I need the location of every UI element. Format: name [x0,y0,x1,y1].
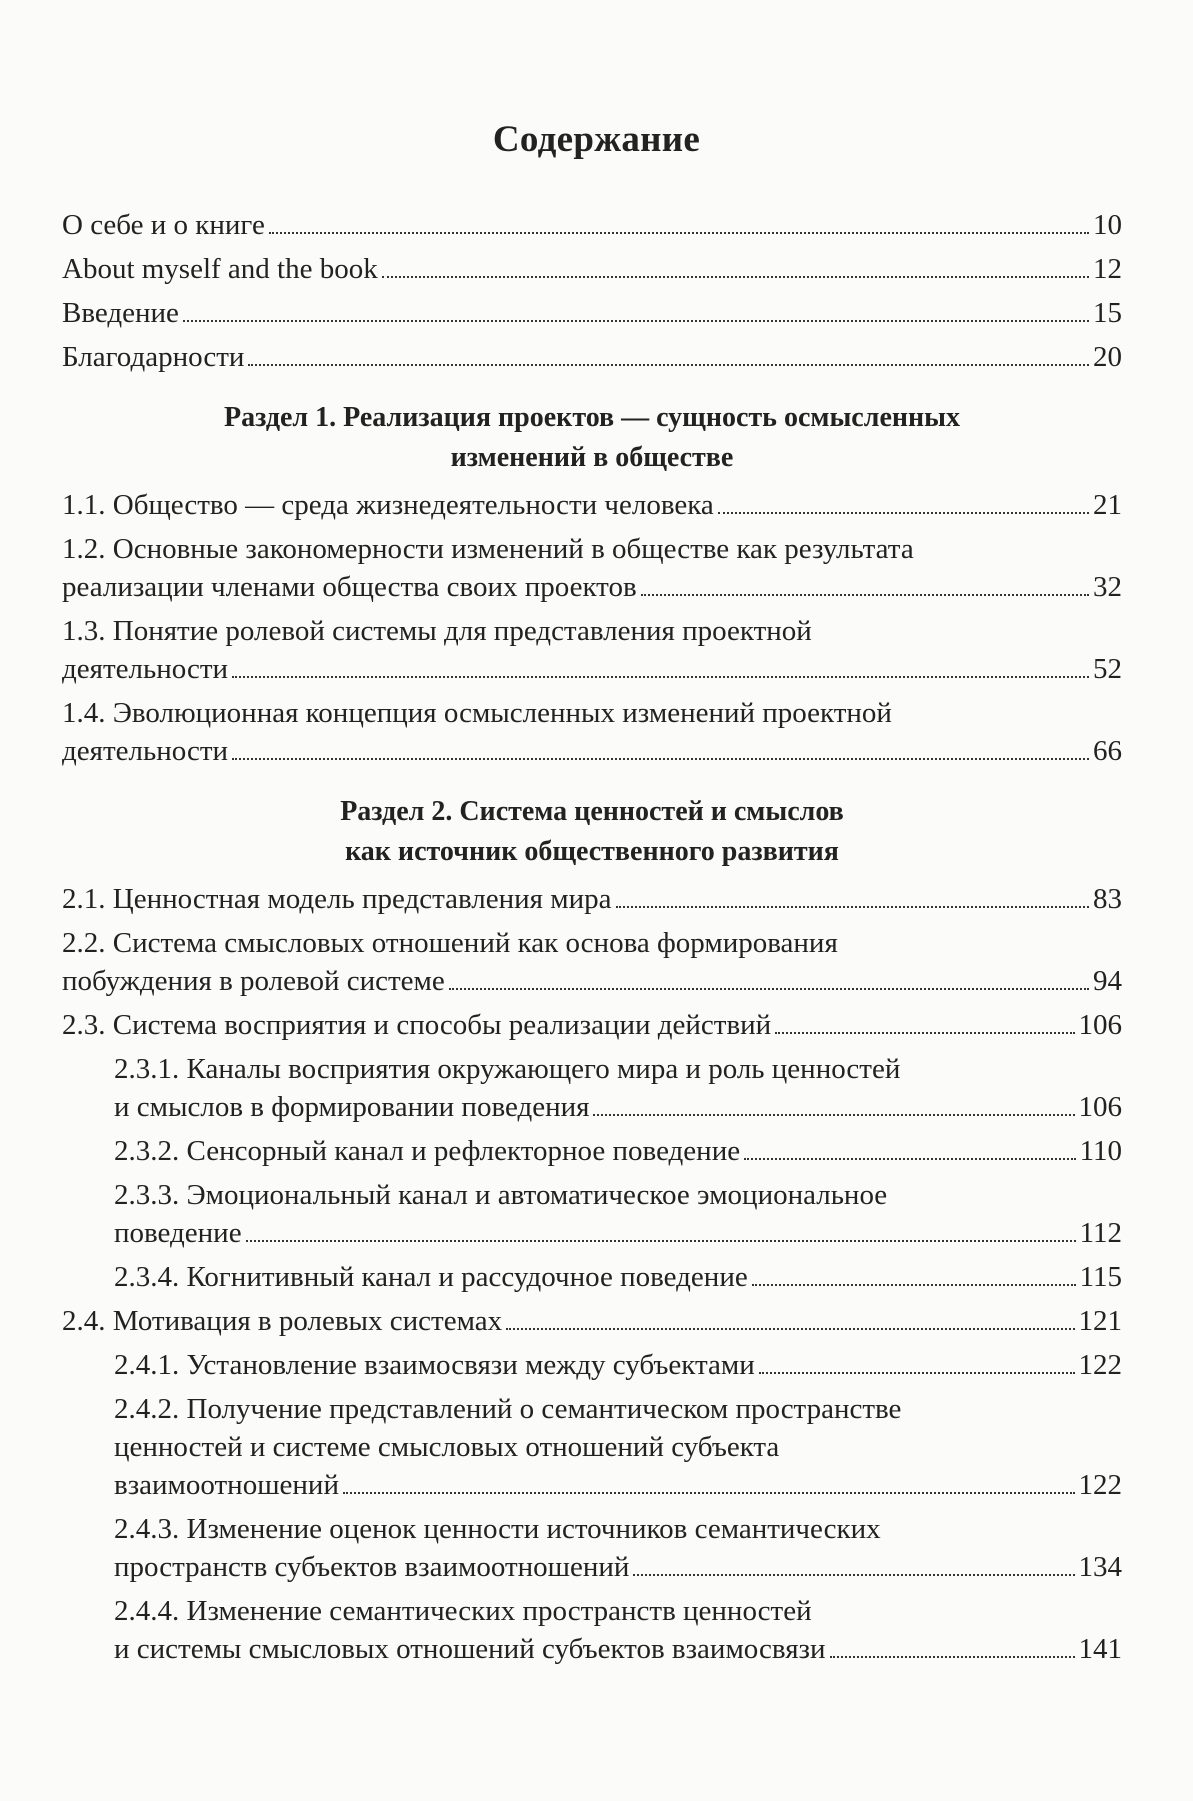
toc-page-number: 15 [1093,297,1122,329]
section-heading-line: Раздел 2. Система ценностей и смыслов [340,796,844,827]
toc-page-number: 106 [1078,1091,1122,1123]
toc-page-number: 110 [1079,1135,1122,1167]
toc-entry-label: побуждения в ролевой системе [62,965,445,997]
toc-entry [62,694,1122,770]
toc-page-number: 21 [1093,489,1122,521]
toc-entry-label: и смыслов в формировании поведения [114,1091,590,1123]
toc-entry-first-line: 2.2. Система смысловых отношений как основа формирования [62,927,838,959]
section-entries [62,880,1122,1668]
leader-dots [775,1032,1074,1034]
leader-dots [752,1284,1076,1286]
toc-entry [62,1592,1122,1668]
toc-entry [62,1132,1122,1170]
leader-dots [183,320,1089,322]
table-of-contents [62,206,1122,1674]
toc-entry-first-line: 2.3.3. Эмоциональный канал и автоматическое эмоциональное [114,1179,888,1211]
toc-entry-label: деятельности [62,653,229,685]
toc-page-number: 66 [1093,735,1122,767]
section-heading-line: Раздел 1. Реализация проектов — сущность осмысленных [223,402,960,433]
toc-entry-label: 2.4. Мотивация в ролевых системах [62,1305,503,1337]
leader-dots [232,676,1089,678]
toc-entry-first-line: 1.3. Понятие ролевой системы для представления проектной [62,615,812,647]
toc-entry-first-line: 2.4.4. Изменение семантических пространств ценностей [114,1595,812,1627]
toc-entry [62,924,1122,1000]
toc-page-number: 134 [1078,1551,1122,1583]
toc-entry [62,206,1122,244]
toc-entry [62,1006,1122,1044]
toc-page-number: 122 [1078,1349,1122,1381]
toc-entry-label: и системы смысловых отношений субъектов взаимосвязи [114,1633,826,1665]
toc-entry-label: Благодарности [62,341,245,373]
toc-entry [62,338,1122,376]
toc-entry [62,1050,1122,1126]
toc-page-number: 112 [1079,1217,1122,1249]
toc-entry [62,1258,1122,1296]
leader-dots [232,758,1089,760]
leader-dots [616,906,1090,908]
toc-entry [62,1390,1122,1504]
toc-page-number: 115 [1079,1261,1122,1293]
toc-entry-label: 2.3. Система восприятия и способы реализации действий [62,1009,772,1041]
toc-page-number: 52 [1093,653,1122,685]
leader-dots [382,276,1089,278]
leader-dots [248,364,1089,366]
leader-dots [759,1372,1075,1374]
toc-entry [62,1176,1122,1252]
toc-entry-label: 1.1. Общество — среда жизнедеятельности человека [62,489,714,521]
leader-dots [830,1656,1075,1658]
leader-dots [744,1158,1075,1160]
toc-entry-label: О себе и о книге [62,209,265,241]
toc-entry [62,880,1122,918]
toc-entry-label: реализации членами общества своих проектов [62,571,637,603]
toc-entry-label: About myself and the book [62,253,378,285]
toc-page-number: 83 [1093,883,1122,915]
toc-page-number: 122 [1078,1469,1122,1501]
toc-entry-label: пространств субъектов взаимоотношений [114,1551,630,1583]
leader-dots [641,594,1089,596]
toc-entry-first-line: 1.2. Основные закономерности изменений в обществе как результата [62,533,914,565]
toc-entry [62,1302,1122,1340]
toc-entry [62,612,1122,688]
toc-entry-label: 2.3.4. Когнитивный канал и рассудочное поведение [114,1261,748,1293]
toc-entry-label: деятельности [62,735,229,767]
page-title: Содержание [492,119,701,160]
toc-entry-first-line: 2.4.2. Получение представлений о семантическом пространстве [114,1393,902,1425]
toc-entry [62,530,1122,606]
toc-entry [62,1346,1122,1384]
toc-page-number: 10 [1093,209,1122,241]
toc-entry-label: взаимоотношений [114,1469,339,1501]
section-heading-line: как источник общественного развития [345,836,839,867]
toc-entry [62,294,1122,332]
toc-entry [62,486,1122,524]
section-heading [62,398,1122,478]
toc-entry-first-line: 2.4.3. Изменение оценок ценности источников семантических [114,1513,881,1545]
toc-page-number: 106 [1078,1009,1122,1041]
toc-entry-label: 2.1. Ценностная модель представления мира [62,883,612,915]
leader-dots [246,1240,1076,1242]
toc-entry-label: Введение [62,297,179,329]
toc-entry-label: 2.3.2. Сенсорный канал и рефлекторное поведение [114,1135,741,1167]
toc-page-number: 20 [1093,341,1122,373]
toc-entry-label: 2.4.1. Установление взаимосвязи между субъектами [114,1349,755,1381]
toc-entry-label: поведение [114,1217,242,1249]
leader-dots [269,232,1089,234]
leader-dots [449,988,1089,990]
toc-page-number: 94 [1093,965,1122,997]
leader-dots [343,1492,1075,1494]
leader-dots [593,1114,1074,1116]
section-heading-line: изменений в обществе [450,442,734,473]
toc-page-number: 12 [1093,253,1122,285]
toc-entry [62,250,1122,288]
toc-entry-middle-line: ценностей и системе смысловых отношений субъекта [114,1431,780,1463]
toc-entry-first-line: 1.4. Эволюционная концепция осмысленных изменений проектной [62,697,892,729]
leader-dots [633,1574,1074,1576]
toc-entry [62,1510,1122,1586]
toc-page-number: 121 [1078,1305,1122,1337]
toc-entry-first-line: 2.3.1. Каналы восприятия окружающего мира и роль ценностей [114,1053,901,1085]
toc-page-number: 32 [1093,571,1122,603]
leader-dots [506,1328,1074,1330]
toc-page-number: 141 [1078,1633,1122,1665]
section-heading [62,792,1122,872]
leader-dots [718,512,1089,514]
